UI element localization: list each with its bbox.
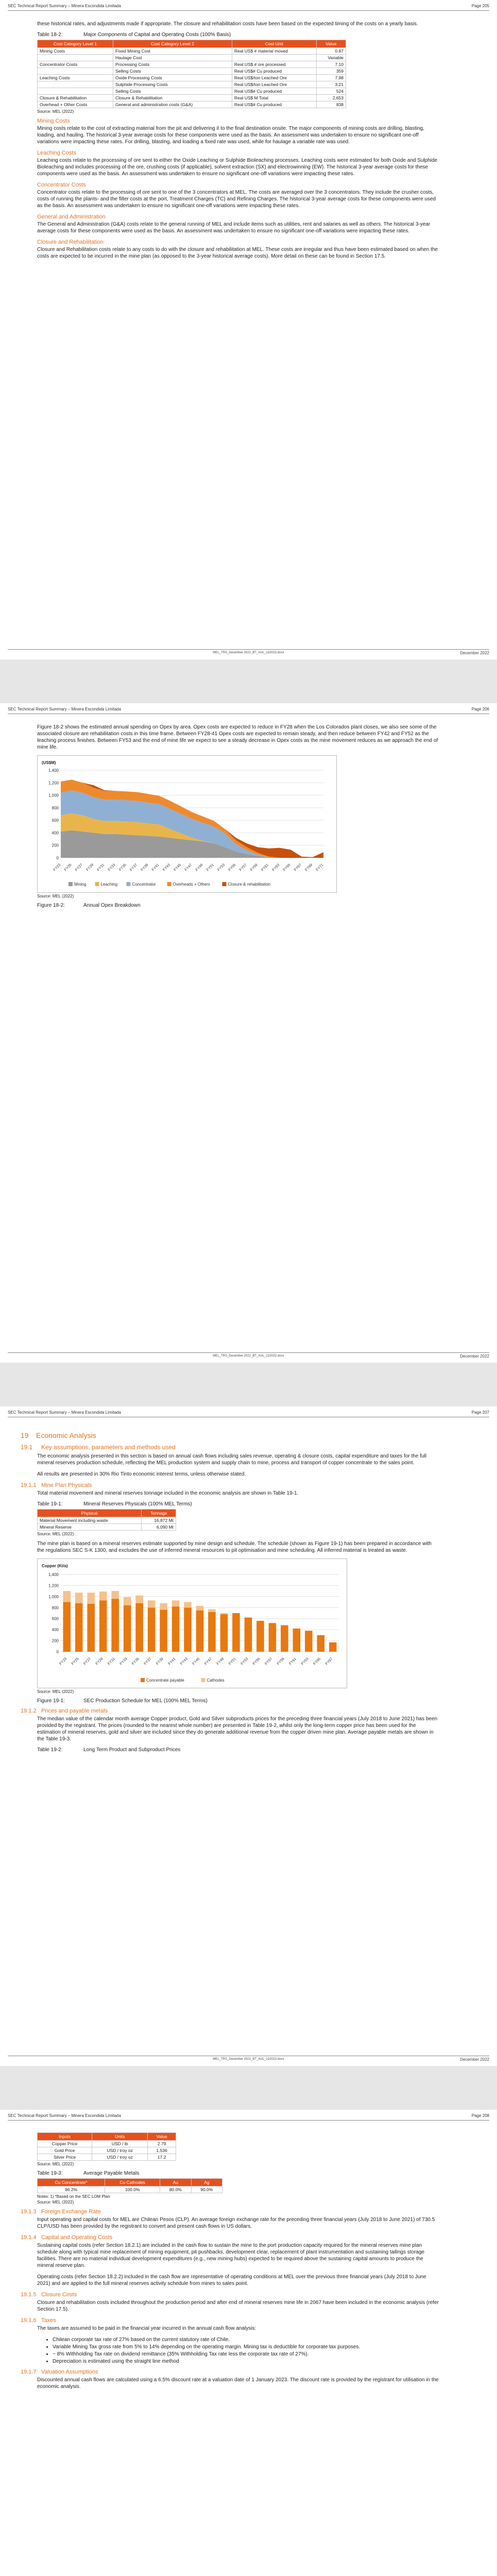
legend-swatch [126, 882, 130, 886]
y-tick-label: 1,000 [48, 793, 59, 798]
table-cell: 16,872 Mt [142, 1517, 176, 1524]
x-tick-label: FY29 [85, 863, 95, 872]
table-cell: USD / lb [92, 2141, 148, 2147]
table-cell [38, 68, 113, 75]
bar-cathodes [75, 1592, 83, 1603]
legend-label: Cathodes [207, 1678, 225, 1683]
page-footer: MEL_TRS_December 2022_BT_AUL_LD2022.docx December 2022 [8, 2056, 489, 2063]
table-header-cell: Inputs [38, 2133, 92, 2141]
table-header-cell: Cu Cathodes [105, 2179, 160, 2187]
subheading: Mining Costs [37, 118, 70, 124]
x-tick-label: FY69 [304, 863, 314, 872]
table-row [38, 48, 346, 55]
bar-cathodes [208, 1609, 216, 1612]
x-tick-label: FY49 [195, 863, 204, 872]
x-tick-label: FY67 [294, 863, 302, 872]
legend-label: Concentrator [132, 882, 156, 887]
list-item: • Depreciation is estimated using the straight line method [53, 2358, 439, 2365]
x-tick-label: FY45 [173, 863, 182, 872]
subheading: Closure and Rehabilitation [37, 239, 104, 245]
bar-concentrate-payable [269, 1623, 277, 1652]
paragraph: Leaching costs relate to the processing of ore sent to either the Oxide Leaching or Sulphide Bioleaching processes. Leaching costs were estimated for both Oxide and Sulphide Bioleaching and includes processing of the ore, crushing costs (if applicable), solvent extraction (SX) and electrowinning (EW). The historical 3-year average costs for these components were used as the basis. An assessment was undertaken to ensure no significant one-off variations were impacting these rates. [37, 158, 438, 177]
table-header-cell: Cu Concentrate* [38, 2179, 105, 2187]
x-tick-label: FY41 [167, 1657, 177, 1666]
y-tick-label: 1,200 [48, 781, 59, 786]
cost-components-table [37, 40, 346, 108]
table-row [38, 101, 346, 108]
x-tick-label: FY49 [216, 1657, 225, 1666]
table-cell: Silver Price [38, 2154, 92, 2161]
bar-concentrate-payable [232, 1613, 240, 1652]
table-cell: 80.0% [160, 2187, 191, 2193]
x-tick-label: FY51 [206, 863, 215, 872]
x-tick-label: FY53 [217, 863, 226, 872]
bar-cathodes [160, 1603, 167, 1610]
legend-swatch [222, 882, 226, 886]
table-cell: 3.21 [316, 81, 346, 88]
table-header-cell: Cost Category Level 1 [38, 40, 113, 48]
bar-concentrate-payable [305, 1631, 313, 1652]
x-tick-label: FY53 [240, 1657, 249, 1666]
page-footer: MEL_TRS_December 2022_BT_AUL_LD2022.docx December 2022 [8, 1352, 489, 1360]
table-cell: USD / troy oz [92, 2147, 148, 2154]
bar-concentrate-payable [87, 1604, 95, 1652]
section-heading-19-1-1: 19.1.1 Mine Plan Physicals [21, 1482, 92, 1488]
table-cell: Real US$/ton Leached Ore [232, 75, 316, 81]
intro-text: Figure 18-2 shows the estimated annual spending on Opex by area. Opex costs are expected to reduce in FY28 when the Los Colorados plant closes, we also see some of the associated closure are rehabilitation costs in this time frame. Between FY28-41 Opex costs are expected to remain steady, and then reduce between FY42 and FY52 as the leaching process finishes. Between FY53 and the end of mine life we expect to see a steady decrease in Opex costs as the mine movement reduces as we approach the end of mine life. [37, 724, 438, 750]
x-tick-label: FY43 [162, 863, 171, 872]
x-tick-label: FY47 [184, 863, 193, 872]
table-header-cell: Cost Category Level 2 [113, 40, 232, 48]
table-row [38, 2187, 222, 2193]
figure-caption: Figure 19-1: SEC Production Schedule for MEL (100% MEL Terms) [37, 1698, 208, 1704]
x-tick-label: FY35 [131, 1657, 141, 1666]
section-heading-19-1-6: 19.1.6 Taxes [21, 2317, 56, 2324]
x-tick-label: FY27 [75, 863, 83, 872]
table-row [38, 95, 346, 101]
table-header-cell: Units [92, 2133, 148, 2141]
bar-concentrate-payable [75, 1603, 83, 1652]
bar-cathodes [135, 1596, 143, 1603]
x-tick-label: FY27 [83, 1657, 92, 1666]
page-body [37, 21, 439, 264]
bar-concentrate-payable [148, 1607, 156, 1652]
x-tick-label: FY65 [282, 863, 292, 872]
section-heading-19-1: 19.1 Key assumptions, parameters and methods used [21, 1444, 176, 1451]
production-chart [37, 1558, 347, 1688]
page-body [21, 1427, 439, 1755]
table-cell: Haulage Cost [113, 55, 232, 61]
table-cell: Sulphide Processing Costs [113, 81, 232, 88]
opex-chart [37, 755, 337, 893]
paragraph: Operating costs (refer Section 18.2.2) included in the cash flow are representative of operating conditions at MEL over the previous three financial years (July 2018 to June 2021) and are applied to the full mineral reserves activity schedule from mines to sales point. [37, 2274, 426, 2286]
x-tick-label: FY29 [95, 1657, 104, 1666]
section-heading-19-1-3: 19.1.3 Foreign Exchange Rate [21, 2209, 101, 2215]
subheading: General and Administration [37, 214, 106, 220]
paragraph: Discounted annual cash flows are calculated using a 6.5% discount rate at a valuation date of 1 January 2023. The discount rate is provided by the registrant for utilisation in the economic analysis. [37, 2377, 439, 2389]
y-tick-label: 600 [52, 818, 59, 823]
intro-text: these historical rates, and adjustments made if appropriate. The closure and rehabilitation costs have been based on the expected timing of the costs on a yearly basis. [37, 21, 418, 27]
table-cell: 1,536 [148, 2147, 176, 2154]
bar-concentrate-payable [208, 1612, 216, 1652]
paragraph: The mine plan is based on a mineral reserves estimate supported by mine design and schedule. The schedule (shown as Figure 19-1) has been prepared in accordance with the regulations SEC S-K 1300, and excludes the use of inferred mineral resources to pit optimisation and mine scheduling. All inferred material is treated as waste. [37, 1541, 432, 1553]
figure-source: Source: MEL (2022) [37, 1689, 74, 1694]
bar-cathodes [184, 1602, 192, 1608]
section-heading-19-1-4: 19.1.4 Capital and Operating Costs [21, 2234, 113, 2241]
bar-cathodes [63, 1591, 71, 1602]
list-item: • Variable Mining Tax gross rate from 5% to 14% depending on the operating margin. Mining tax is deductible for corporate tax purposes. [53, 2344, 439, 2350]
table-cell: Real US$ # ore processed [232, 61, 316, 68]
x-tick-label: FY71 [315, 863, 324, 872]
bar-concentrate-payable [124, 1605, 131, 1652]
table-cell: 17.2 [148, 2154, 176, 2161]
table-cell: 7.98 [316, 75, 346, 81]
table-row [38, 55, 346, 61]
y-tick-label: 1,400 [48, 768, 59, 773]
table-cell: Real US$/ton Leached Ore [232, 81, 316, 88]
y-axis-label: (US$M) [42, 760, 56, 765]
y-tick-label: 200 [52, 843, 59, 848]
x-tick-label: FY41 [151, 863, 160, 872]
section-heading-19: 19 Economic Analysis [21, 1431, 96, 1439]
production-chart-svg [38, 1559, 347, 1688]
table-cell: Gold Price [38, 2147, 92, 2154]
y-tick-label: 400 [52, 1628, 59, 1633]
legend-label: Mining [74, 882, 87, 887]
list-item: • ~ 8% Withholding Tax rate on dividend remittance (35% Withholding Tax rate less the corporate tax rate of 27%). [53, 2351, 439, 2358]
table-row [38, 1524, 176, 1531]
bar-cathodes [220, 1613, 228, 1614]
page-header: SEC Technical Report Summary – Minera Escondida Limitada Page 207 [8, 1410, 489, 1417]
x-tick-label: FY37 [143, 1657, 152, 1666]
x-tick-label: FY25 [63, 863, 73, 872]
bar-concentrate-payable [160, 1610, 167, 1652]
bar-concentrate-payable [220, 1614, 228, 1652]
paragraph: The General and Administration (G&A) costs relate to the general running of MEL and include items such as utilities, rent and salaries as well as others. The historical 3-year average costs for these components were used as the basis. An assessment was undertaken to ensure no significant one-off variations were impacting these rates. [37, 222, 431, 234]
table-header-cell: Value [316, 40, 346, 48]
table-source: Source: MEL (2022) [37, 2162, 74, 2166]
bar-concentrate-payable [184, 1607, 192, 1652]
bar-cathodes [196, 1606, 204, 1611]
table-cell: Closure & Rehabilitation [113, 95, 232, 101]
subheading: Concentrator Costs [37, 182, 86, 188]
y-tick-label: 800 [52, 1605, 59, 1611]
page-206 [0, 703, 497, 1363]
y-tick-label: 0 [56, 1650, 59, 1654]
bar-cathodes [99, 1591, 107, 1600]
section-heading-19-1-2: 19.1.2 Prices and payable metals [21, 1708, 108, 1714]
bar-concentrate-payable [329, 1642, 337, 1652]
table-cell: Variable [316, 55, 346, 61]
x-tick-label: FY43 [180, 1657, 188, 1666]
chart-title: Copper (Kt/a) [42, 1564, 68, 1568]
page-208 [0, 2110, 497, 2576]
table-caption: Table 18-2: Major Components of Capital and Operating Costs (100% Basis) [37, 32, 231, 38]
bar-concentrate-payable [172, 1606, 180, 1652]
x-tick-label: FY61 [261, 863, 270, 872]
table-source: Source: MEL (2022) [37, 109, 74, 114]
x-tick-label: FY61 [288, 1657, 298, 1666]
table-row [38, 2147, 176, 2154]
paragraph: The taxes are assumed to be paid in the financial year incurred in the annual cash flow analysis: [37, 2326, 256, 2331]
table-row [38, 68, 346, 75]
table-cell: Leaching Costs [38, 75, 113, 81]
x-tick-label: FY31 [96, 863, 106, 872]
bar-concentrate-payable [63, 1602, 71, 1652]
paragraph: Total material movement and mineral reserves tonnage included in the economic analysis are shown in Table 19-1. [37, 1490, 299, 1496]
table-row [38, 2154, 176, 2161]
list-item: • Chilean corporate tax rate of 27% based on the current statutory rate of Chile. [53, 2336, 439, 2343]
bar-concentrate-payable [281, 1625, 288, 1652]
y-tick-label: 1,400 [48, 1572, 59, 1577]
table-cell: Overhead + Other Costs [38, 101, 113, 108]
bar-cathodes [111, 1591, 119, 1599]
x-tick-label: FY39 [140, 863, 149, 872]
figure-caption: Figure 18-2: Annual Opex Breakdown [37, 903, 141, 908]
x-tick-label: FY31 [107, 1657, 116, 1666]
table-row [38, 2141, 176, 2147]
y-tick-label: 1,200 [48, 1583, 59, 1588]
page-footer: MEL_TRS_December 2022_BT_AUL_LD2022.docx December 2022 [8, 649, 489, 657]
y-tick-label: 400 [52, 831, 59, 836]
x-tick-label: FY33 [119, 1657, 128, 1666]
table-cell: 0.87 [316, 48, 346, 55]
table-row [38, 75, 346, 81]
bar-concentrate-payable [99, 1600, 107, 1652]
page-207 [0, 1406, 497, 2066]
table-caption: Table 19-3: Average Payable Metals [37, 2171, 140, 2176]
legend-swatch [95, 882, 99, 886]
bar-concentrate-payable [196, 1611, 204, 1652]
table-cell [38, 81, 113, 88]
table-cell: USD / troy oz [92, 2154, 148, 2161]
table-cell: 524 [316, 88, 346, 95]
legend-swatch [167, 882, 172, 886]
table-cell: Real US$ M Total [232, 95, 316, 101]
table-cell: Oxide Processing Costs [113, 75, 232, 81]
y-tick-label: 200 [52, 1638, 59, 1643]
x-tick-label: FY23 [59, 1657, 68, 1666]
subheading: Leaching Costs [37, 150, 76, 156]
table-cell: 7.10 [316, 61, 346, 68]
x-tick-label: FY45 [192, 1657, 201, 1666]
paragraph: The median value of the calendar month average Copper product, Gold and Silver subproducts prices for the preceding three financial years (July 2018 to June 2021) has been provided by the registrant. The prices (rounded to the nearest whole number) are presented in Table 19-2, whilst only the long-term copper price has been used for the estimation of mineral reserves, gold and silver are included since they do generate additional revenue from the copper driven mine plan. Average payable metals are shown in the Table 19-3. [37, 1716, 438, 1742]
legend-label: Leaching [100, 882, 118, 887]
paragraph: Sustaining capital costs (refer Section 18.2.1) are included in the cash flow to sustain the mine to the port production capacity required for the mineral reserves mine plan schedule along with typical mine replacement of mining equipment, pit pushbacks, development clear, replacement of plant instrumentation and sustaining tailings storage facilities. There are no material individual development expenditures (e.g., new mining hubs) expected to be required above the sustaining capital amounts to produce the mineral reserve plan. [37, 2243, 425, 2268]
x-tick-label: FY39 [156, 1657, 164, 1666]
x-tick-label: FY57 [264, 1657, 273, 1666]
table-cell [38, 55, 113, 61]
paragraph: Concentrator costs relate to the processing of ore sent to one of the 3 concentrators at MEL. The costs are averaged over the 3 concentrators. They include the crusher costs, costs of running the plants- and the filter costs at the port, Treatment Charges (TC) and Refining Charges. The historical 3-year average costs for these components were used as the basis. An assessment was undertaken to ensure no significant one-off variations were impacting these rates. [37, 190, 436, 209]
table-source: Source: MEL (2022) [37, 1532, 74, 1536]
table-cell: Mineral Reserve [38, 1524, 142, 1531]
opex-chart-svg [38, 756, 336, 892]
table-header-cell: Cost Unit [232, 40, 316, 48]
legend-swatch [68, 882, 73, 886]
table-cell: Real US$# Cu produced [232, 101, 316, 108]
table-cell: 96.2% [38, 2187, 105, 2193]
x-tick-label: FY47 [204, 1657, 213, 1666]
tax-bullet-list [37, 2336, 439, 2365]
bar-concentrate-payable [245, 1618, 252, 1652]
y-tick-label: 600 [52, 1616, 59, 1621]
table-header-cell: Ag [191, 2179, 222, 2187]
table-cell: Processing Costs [113, 61, 232, 68]
x-tick-label: FY65 [313, 1657, 322, 1666]
x-tick-label: FY51 [228, 1657, 237, 1666]
table-cell: Copper Price [38, 2141, 92, 2147]
table-row [38, 88, 346, 95]
page-header: SEC Technical Report Summary – Minera Escondida Limitada Page 205 [8, 3, 489, 11]
table-caption: Table 19-1: Mineral Reserves Physicals (100% MEL Terms) [37, 1501, 192, 1507]
prices-table [37, 2132, 176, 2161]
legend-label: Closure & rehabilitation [228, 882, 271, 887]
bar-cathodes [148, 1600, 156, 1607]
table-cell: 2,653 [316, 95, 346, 101]
y-tick-label: 0 [56, 856, 59, 860]
bar-cathodes [87, 1592, 95, 1603]
table-header-cell: Value [148, 2133, 176, 2141]
table-cell: Real US$# Cu produced [232, 88, 316, 95]
x-tick-label: FY67 [324, 1657, 334, 1666]
x-tick-label: FY57 [238, 863, 248, 872]
x-tick-label: FY25 [71, 1657, 80, 1666]
bar-concentrate-payable [256, 1621, 264, 1652]
table-cell: Selling Costs [113, 88, 232, 95]
x-tick-label: FY37 [129, 863, 139, 872]
x-tick-label: FY35 [118, 863, 127, 872]
bar-concentrate-payable [293, 1629, 301, 1652]
bar-concentrate-payable [135, 1603, 143, 1652]
figure-source: Source: MEL (2022) [37, 894, 74, 899]
page-205 [0, 0, 497, 659]
table-cell: General and administration costs (G&A) [113, 101, 232, 108]
table-header-cell: Au [160, 2179, 191, 2187]
x-tick-label: FY63 [300, 1657, 310, 1666]
x-tick-label: FY55 [252, 1657, 261, 1666]
table-cell [38, 88, 113, 95]
legend-label: Concentrate payable [146, 1678, 184, 1683]
paragraph: Closure and rehabilitation costs included throughout the production period and after end of mineral reserves mine life in 2067 have been included in the economic analysis (refer Section 17.5). [37, 2300, 439, 2312]
page-header: SEC Technical Report Summary – Minera Escondida Limitada Page 206 [8, 706, 489, 714]
x-tick-label: FY23 [53, 863, 62, 872]
legend-swatch [201, 1678, 205, 1682]
y-tick-label: 1,000 [48, 1594, 59, 1599]
table-cell: Fixed Mining Cost [113, 48, 232, 55]
cost-sections [37, 118, 439, 260]
page-body [37, 724, 439, 910]
table-cell: 100.0% [105, 2187, 160, 2193]
y-tick-label: 800 [52, 805, 59, 810]
table-cell [232, 55, 316, 61]
table-row [38, 1517, 176, 1524]
paragraph: Closure and Rehabilitation costs relate to any costs to do with the closure and rehabilitation at MEL. These costs are irregular and thus have been estimated based on when the costs are expected to be incurred in the mine plan (as opposed to the 3-year historical average costs). More detail on these can be found in Section 17.5. [37, 247, 438, 259]
table-header-cell: Tonnage [142, 1510, 176, 1517]
legend-swatch [141, 1678, 145, 1682]
table-cell: Closure & Rehabilitation [38, 95, 113, 101]
section-heading-19-1-5: 19.1.5 Closure Costs [21, 2292, 77, 2298]
section-heading-19-1-7: 19.1.7 Valuation Assumptions [21, 2369, 98, 2375]
table-cell: Real US$ # material moved [232, 48, 316, 55]
x-tick-label: FY59 [276, 1657, 285, 1666]
paragraph: All results are presented in 30% Rio Tinto economic interest terms, unless otherwise stated. [37, 1471, 246, 1477]
table-cell: 90.0% [191, 2187, 222, 2193]
bar-concentrate-payable [111, 1599, 119, 1652]
page-header: SEC Technical Report Summary – Minera Escondida Limitada Page 208 [8, 2113, 489, 2121]
table-source: Source: MEL (2022) [37, 2200, 74, 2205]
x-tick-label: FY59 [250, 863, 259, 872]
x-tick-label: FY63 [271, 863, 281, 872]
bar-concentrate-payable [317, 1635, 325, 1652]
table-caption: Table 19-2: Long Term Product and Subproduct Prices [37, 1747, 181, 1753]
table-cell: Mining Costs [38, 48, 113, 55]
table-note: Notes: 1) *Based on the SEC LOM Plan [37, 2194, 110, 2199]
table-cell: Concentrator Costs [38, 61, 113, 68]
table-cell: 838 [316, 101, 346, 108]
table-cell: 2.79 [148, 2141, 176, 2147]
table-cell: 359 [316, 68, 346, 75]
payable-metals-table [37, 2178, 222, 2193]
paragraph: Input operating and capital costs for MEL are Chilean Pesos (CLP). An average foreign exchange rate for the preceding three financial years (July 2018 to June 2021) of 730.5 CLP/USD has been provided by the registrant to convert and present cash flows in US dollars. [37, 2217, 435, 2229]
table-cell: Real US$# Cu produced [232, 68, 316, 75]
x-tick-label: FY55 [228, 863, 237, 872]
bar-cathodes [172, 1600, 180, 1606]
table-row [38, 61, 346, 68]
legend-label: Overheads + Others [173, 882, 210, 887]
paragraph: Mining costs relate to the cost of extracting material from the pit and delivering it to the final destination onsite. The major components of mining costs are drilling, blasting, loading, and hauling. The historical 3-year average costs for these components were used as the basis. An assessment was undertaken to ensure no significant one-off variations were impacting these rates. For drilling, blasting, and loading a fixed rate was used, while for haulage a variable rate was used. [37, 126, 424, 145]
table-row [38, 81, 346, 88]
bar-cathodes [124, 1597, 131, 1605]
table-header-cell: Physical [38, 1510, 142, 1517]
table-cell: Selling Costs [113, 68, 232, 75]
reserves-physicals-table [37, 1509, 176, 1531]
page-body [21, 2130, 439, 2395]
x-tick-label: FY33 [107, 863, 116, 872]
table-cell: 6,090 Mt [142, 1524, 176, 1531]
paragraph: The economic analysis presented in this section is based on annual cash flows including sales revenue, operating & closure costs, capital expenditure and taxes for the full mineral reserves production schedule, reflecting the MEL production system and supply chain to mine, process and transport of copper concentrate to the sales point. [37, 1453, 426, 1466]
table-cell: Material Movement including waste [38, 1517, 142, 1524]
